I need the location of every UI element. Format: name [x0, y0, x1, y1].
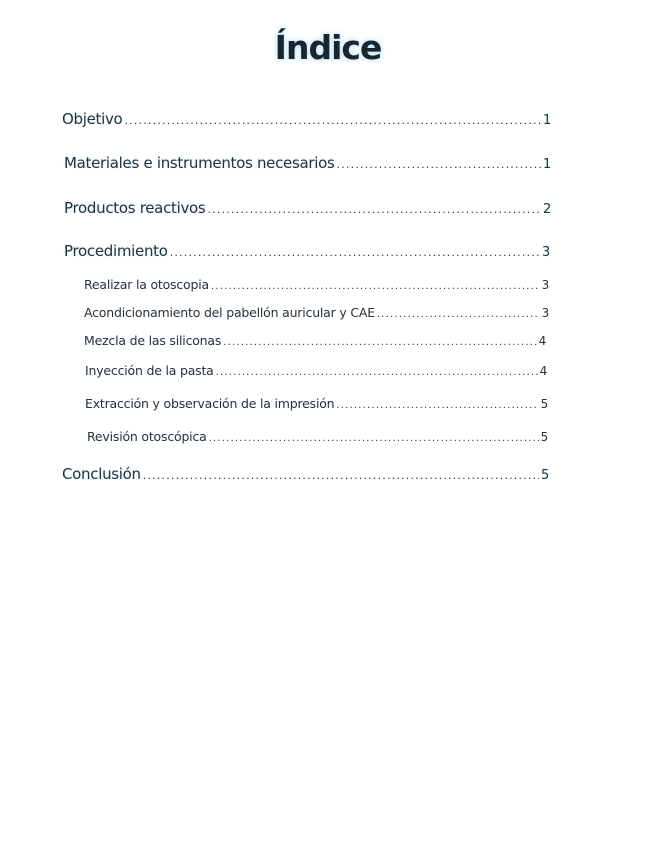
toc-leader-dots: [223, 333, 536, 348]
toc-entry-inyeccion[interactable]: [85, 363, 547, 378]
toc-label: Materiales e instrumentos necesarios: [64, 154, 335, 172]
page-title: Índice: [274, 28, 382, 67]
toc-page-number: 3: [542, 245, 550, 260]
toc-page-number: 4: [538, 334, 546, 348]
toc-entry-materiales[interactable]: [64, 154, 551, 172]
toc-page-number: 3: [541, 278, 549, 292]
toc-label: Revisión otoscópica: [87, 429, 207, 444]
toc-entry-extraccion[interactable]: [85, 396, 548, 411]
toc-label: Conclusión: [62, 465, 141, 483]
toc-entry-productos[interactable]: [64, 199, 551, 217]
toc-label: Objetivo: [62, 110, 123, 128]
toc-leader-dots: [377, 305, 540, 320]
toc-page-number: 1: [543, 113, 551, 128]
toc-page-number: 5: [540, 430, 548, 444]
toc-leader-dots: [336, 396, 538, 411]
toc-entry-conclusion[interactable]: [62, 465, 549, 483]
toc-page-number: 2: [543, 202, 551, 217]
toc-label: Realizar la otoscopia: [84, 277, 209, 292]
toc-leader-dots: [337, 154, 541, 172]
toc-page-number: 3: [541, 306, 549, 320]
toc-page-number: 5: [540, 397, 548, 411]
toc-entry-revision[interactable]: [87, 429, 548, 444]
toc-entry-procedimiento[interactable]: [64, 242, 550, 260]
toc-page-number: 1: [543, 157, 551, 172]
toc-leader-dots: [216, 363, 538, 378]
toc-label: Extracción y observación de la impresión: [85, 396, 335, 411]
toc-page-number: 4: [539, 364, 547, 378]
toc-leader-dots: [211, 277, 540, 292]
toc-label: Mezcla de las siliconas: [84, 333, 222, 348]
toc-label: Inyección de la pasta: [85, 363, 214, 378]
toc-leader-dots: [207, 199, 541, 217]
toc-label: Acondicionamiento del pabellón auricular y CAE: [84, 305, 375, 320]
toc-leader-dots: [170, 242, 540, 260]
toc-entry-mezcla[interactable]: [84, 333, 546, 348]
toc-entry-otoscopia[interactable]: [84, 277, 549, 292]
toc-label: Productos reactivos: [64, 199, 206, 217]
toc-label: Procedimiento: [64, 242, 168, 260]
toc-entry-acondicionamiento[interactable]: [84, 305, 549, 320]
toc-page-number: 5: [541, 468, 549, 483]
toc-leader-dots: [143, 465, 539, 483]
toc-leader-dots: [209, 429, 539, 444]
toc-entry-objetivo[interactable]: [62, 110, 551, 128]
toc-leader-dots: [124, 110, 541, 128]
